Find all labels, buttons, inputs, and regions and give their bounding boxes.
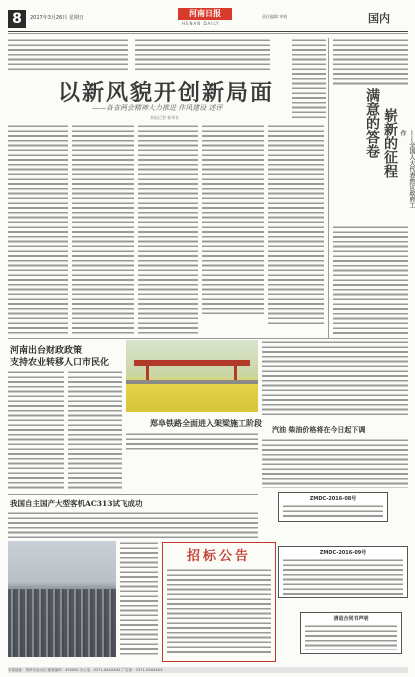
side-title-b: 崭新的征程: [382, 108, 398, 178]
section-divider: [8, 338, 408, 339]
editor-line: 责任编辑 审校: [262, 14, 288, 19]
story-right-text: [262, 340, 408, 418]
paper-logo: 河南日报: [178, 8, 232, 20]
bid-notice-body: [167, 568, 271, 656]
story-henan-title: 河南出台财政政策: [10, 346, 83, 356]
masthead-rule-thin: [8, 33, 408, 34]
issue-date: 2017年3月26日 星期日: [30, 15, 84, 21]
bid-notice-title: 招标公告: [186, 549, 251, 564]
notice-contract: [300, 612, 402, 654]
notice-zmdc-09: [278, 546, 408, 598]
lead-subhead: ——各省两会精神大力推进 作风建设 述评: [92, 104, 223, 112]
section-divider-2: [8, 494, 258, 495]
story-aircraft-text: [8, 511, 258, 539]
notice-contract-title: 清退合同书声明: [333, 616, 369, 622]
lead-intro-text: [8, 38, 128, 72]
side-title-a: 满意的答卷: [364, 88, 380, 158]
story-fuel-title: 汽油 柴油价格将在今日起下调: [272, 426, 366, 434]
side-intro-text: [292, 38, 326, 118]
side-top-text: [333, 38, 408, 86]
railway-photo: [126, 340, 258, 412]
side-subtitle: ——全国人大代表热议政府工作: [399, 130, 415, 208]
page-number: 8: [8, 10, 26, 28]
page-footer: 本报地址：郑州市金水区 邮政编码：450000 办公室：0371-XXXXXXX 广告部：0371-XXXXXXX: [8, 667, 408, 673]
crowd-caption: [120, 541, 158, 657]
column-divider: [328, 38, 329, 338]
masthead-rule: [8, 31, 408, 32]
crowd-photo: [8, 541, 116, 657]
notice-zmdc-08-body: [283, 504, 383, 518]
lead-column-3: [138, 124, 198, 334]
story-fuel-text: [262, 438, 408, 488]
lead-headline: 以新风貌开创新局面: [58, 80, 275, 106]
notice-zmdc-09-body: [283, 558, 403, 596]
lead-column-5: [268, 124, 324, 324]
story-aircraft-title: 我国自主国产大型客机AC313试飞成功: [10, 499, 143, 508]
notice-zmdc-08: [278, 492, 388, 522]
bridge-crane: [134, 360, 250, 366]
lead-column-1: [8, 124, 68, 334]
lead-intro-text-2: [135, 38, 270, 72]
rail-deck: [126, 380, 258, 384]
notice-zmdc-08-title: ZMDC-2016-08号: [309, 496, 357, 502]
crowd-texture: [8, 589, 116, 657]
section-name: 国内: [368, 12, 390, 25]
story-henan-subtitle: 支持农业转移人口市民化: [10, 358, 110, 368]
story-henan-text-2: [68, 370, 122, 490]
story-railway-title: 郑阜铁路全面进入架梁施工阶段: [150, 418, 262, 428]
bid-notice-box: [162, 542, 276, 662]
lead-column-2: [72, 124, 134, 334]
notice-zmdc-09-title: ZMDC-2016-09号: [319, 550, 367, 556]
lead-byline: 本报记者 新华社: [150, 115, 180, 120]
notice-contract-body: [305, 624, 397, 650]
railway-caption: [126, 432, 258, 452]
paper-logo-sub: HENAN DAILY: [182, 21, 220, 26]
story-henan-text-1: [8, 370, 64, 490]
side-body-text: [333, 225, 408, 335]
lead-column-4: [202, 124, 264, 314]
